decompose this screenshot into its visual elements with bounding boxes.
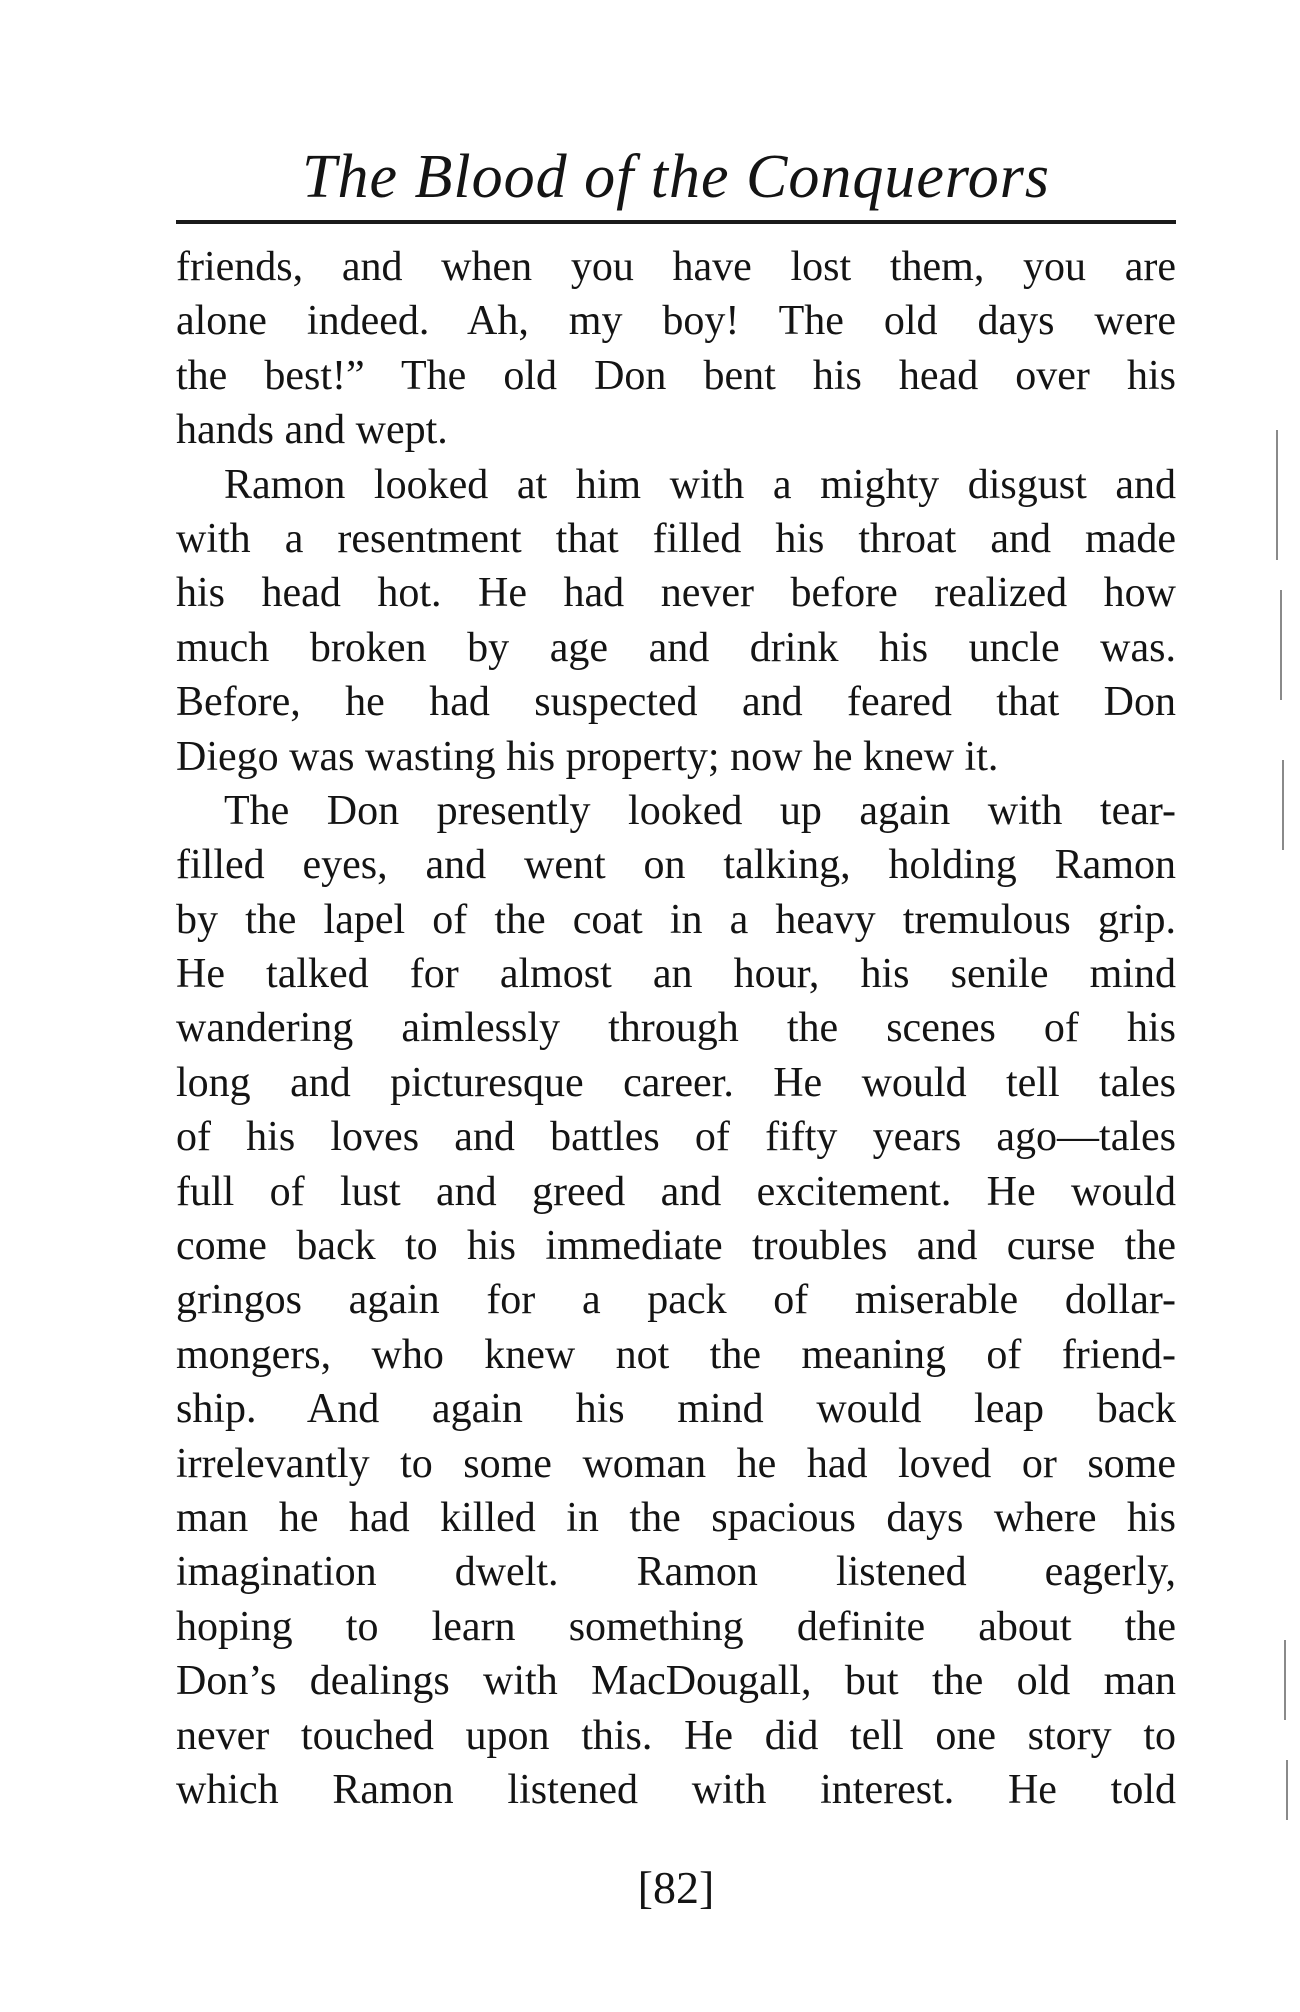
text-line: man he had killed in the spacious days where his — [176, 1494, 1176, 1541]
text-line: alone indeed. Ah, my boy! The old days were — [176, 298, 1176, 345]
text-line: Before, he had suspected and feared that Don — [176, 679, 1176, 726]
header-rule — [176, 220, 1176, 224]
text-line: mongers, who knew not the meaning of friend- — [176, 1331, 1176, 1378]
text-line: Diego was wasting his property; now he knew it. — [176, 733, 999, 780]
text-line: long and picturesque career. He would tell tales — [176, 1059, 1176, 1106]
text-line: his head hot. He had never before realized how — [176, 570, 1176, 617]
text-line: filled eyes, and went on talking, holding Ramon — [176, 842, 1176, 889]
text-line: the best!” The old Don bent his head over his — [176, 352, 1176, 399]
text-line: by the lapel of the coat in a heavy tremulous grip. — [176, 896, 1176, 943]
text-line: which Ramon listened with interest. He told — [176, 1766, 1176, 1813]
text-line: of his loves and battles of fifty years ago—tales — [176, 1114, 1176, 1161]
text-line: with a resentment that filled his throat and made — [176, 515, 1176, 562]
text-line: full of lust and greed and excitement. He would — [176, 1168, 1176, 1215]
text-line: Don’s dealings with MacDougall, but the old man — [176, 1658, 1176, 1705]
text-line: friends, and when you have lost them, you are — [176, 244, 1176, 290]
text-line: come back to his immediate troubles and curse the — [176, 1223, 1176, 1270]
scan-artifact — [1280, 590, 1282, 700]
page-number: [82] — [637, 1862, 715, 1913]
text-line: imagination dwelt. Ramon listened eagerly, — [176, 1549, 1176, 1596]
text-line: hands and wept. — [176, 407, 448, 454]
scan-artifact — [1284, 1640, 1286, 1720]
text-line: ship. And again his mind would leap back — [176, 1386, 1176, 1433]
body-text — [176, 240, 1176, 1817]
text-line: never touched upon this. He did tell one story to — [176, 1712, 1176, 1759]
text-line: wandering aimlessly through the scenes of his — [176, 1005, 1176, 1052]
scan-artifact — [1282, 760, 1284, 850]
text-line: gringos again for a pack of miserable dollar- — [176, 1277, 1176, 1324]
text-line: much broken by age and drink his uncle was. — [176, 624, 1176, 671]
running-head: The Blood of the Conquerors — [301, 143, 1051, 211]
text-line: He talked for almost an hour, his senile mind — [176, 951, 1176, 998]
text-line: hoping to learn something definite about the — [176, 1603, 1176, 1650]
text-line: The Don presently looked up again with tear- — [224, 787, 1176, 834]
scan-artifact — [1276, 430, 1278, 560]
text-line: Ramon looked at him with a mighty disgust and — [224, 461, 1176, 508]
scan-artifact — [1286, 1760, 1288, 1820]
text-line: irrelevantly to some woman he had loved or some — [176, 1440, 1176, 1487]
